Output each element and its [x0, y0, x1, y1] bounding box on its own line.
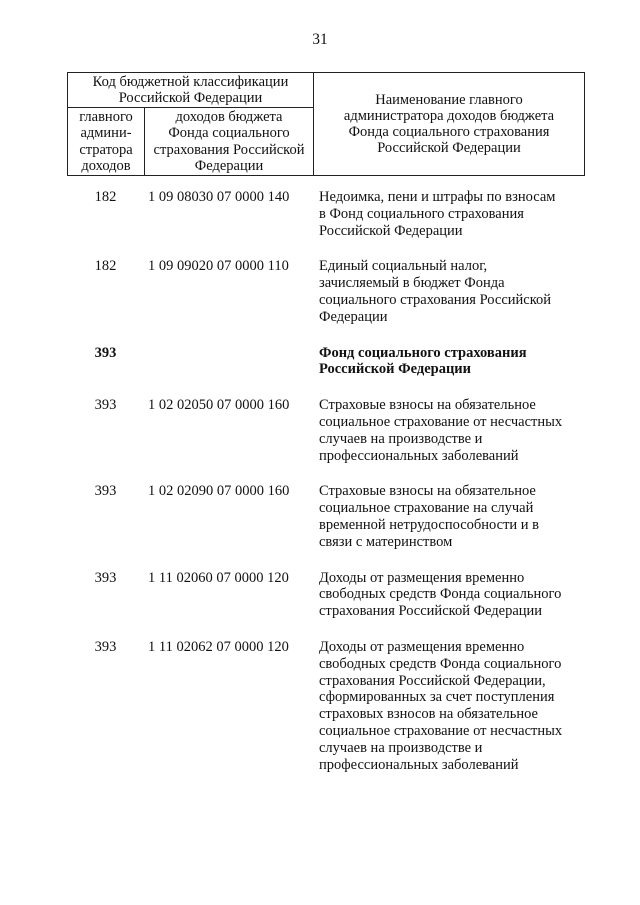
- row-revenue-code: 1 02 02050 07 0000 160: [148, 397, 290, 414]
- text-line: Федерации: [319, 308, 388, 325]
- header-cell-admin-name: [314, 73, 584, 175]
- row-admin-name: [313, 397, 585, 464]
- text-line: доходов бюджета: [175, 109, 283, 126]
- row-admin-code: 393: [94, 483, 117, 500]
- text-line: стратора: [79, 141, 133, 158]
- row-revenue-code: 1 09 08030 07 0000 140: [148, 189, 290, 205]
- text-line: Фонда социального страхования: [348, 124, 550, 140]
- text-line: связи с материнством: [319, 533, 453, 550]
- text-line: Наименование главного: [375, 91, 523, 108]
- body-row: [67, 639, 585, 773]
- text-line: Страховые взносы на обязательное: [319, 397, 536, 414]
- body-row: [67, 345, 585, 379]
- row-revenue-code: 1 02 02090 07 0000 160: [148, 483, 290, 500]
- text-line: сформированных за счет поступления: [319, 689, 555, 706]
- text-line: социального страхования Российской: [319, 291, 552, 308]
- text-line: профессиональных заболеваний: [319, 756, 519, 773]
- row-admin-name: [313, 570, 585, 620]
- text-line: случаев на производстве и: [319, 739, 483, 756]
- text-line: Единый социальный налог,: [319, 258, 488, 275]
- text-line: администратора доходов бюджета: [343, 107, 555, 124]
- text-line: социальное страхование на случай: [319, 500, 534, 517]
- text-line: страхования Российской Федерации: [319, 603, 543, 620]
- row-admin-name: [313, 483, 585, 550]
- body-row: [67, 189, 585, 239]
- text-line: Российской Федерации: [319, 222, 463, 239]
- text-line: доходов: [81, 157, 131, 174]
- row-admin-code: 393: [94, 344, 117, 361]
- text-line: Российской Федерации: [118, 90, 263, 106]
- row-revenue-code: 1 11 02060 07 0000 120: [148, 569, 289, 586]
- row-revenue-code: 1 09 09020 07 0000 110: [148, 258, 289, 275]
- text-line: зачисляемый в бюджет Фонда: [319, 275, 505, 292]
- row-admin-code: 182: [94, 258, 117, 275]
- text-line: Российской Федерации: [319, 361, 472, 378]
- text-line: Доходы от размещения временно: [319, 569, 525, 586]
- body-table: [67, 189, 585, 792]
- header-cell-revenue-code: [145, 108, 314, 175]
- text-line: в Фонд социального страхования: [319, 205, 524, 222]
- header-cell-admin-code: [68, 108, 145, 175]
- text-line: страхования Российской Федерации,: [319, 672, 546, 689]
- row-admin-name: [313, 189, 585, 239]
- header-cell-code-group: [68, 73, 314, 108]
- text-line: Российской Федерации: [377, 140, 521, 157]
- row-admin-name: [313, 345, 585, 379]
- page-number: 31: [312, 31, 328, 48]
- text-line: главного: [79, 109, 133, 126]
- text-line: Федерации: [194, 157, 264, 174]
- text-line: Код бюджетной классификации: [92, 73, 289, 90]
- text-line: социальное страхование от несчастных: [319, 413, 563, 430]
- text-line: страхования Российской: [153, 141, 305, 158]
- body-row: [67, 483, 585, 550]
- text-line: временной нетрудоспособности и в: [319, 516, 540, 533]
- text-line: Недоимка, пени и штрафы по взносам: [319, 189, 556, 205]
- header-table: [67, 72, 585, 176]
- text-line: страховых взносов на обязательное: [319, 706, 538, 723]
- text-line: Страховые взносы на обязательное: [319, 483, 536, 500]
- text-line: социальное страхование от несчастных: [319, 722, 563, 739]
- text-line: свободных средств Фонда социального: [319, 655, 562, 672]
- text-line: Доходы от размещения временно: [319, 638, 525, 655]
- row-admin-code: 393: [94, 569, 117, 586]
- text-line: Фонда социального: [168, 125, 290, 142]
- row-revenue-code: 1 11 02062 07 0000 120: [148, 638, 289, 655]
- row-revenue-code: [144, 345, 313, 379]
- text-line: профессиональных заболеваний: [319, 447, 519, 464]
- text-line: админи-: [80, 125, 132, 142]
- text-line: свободных средств Фонда социального: [319, 586, 562, 603]
- body-row: [67, 570, 585, 620]
- row-admin-name: [313, 258, 585, 325]
- text-line: случаев на производстве и: [319, 430, 483, 447]
- row-admin-code: 393: [94, 397, 117, 414]
- row-admin-code: 182: [94, 189, 117, 205]
- text-line: Фонд социального страхования: [319, 344, 527, 361]
- body-row: [67, 397, 585, 464]
- row-admin-code: 393: [94, 638, 117, 655]
- row-admin-name: [313, 639, 585, 773]
- body-row: [67, 258, 585, 325]
